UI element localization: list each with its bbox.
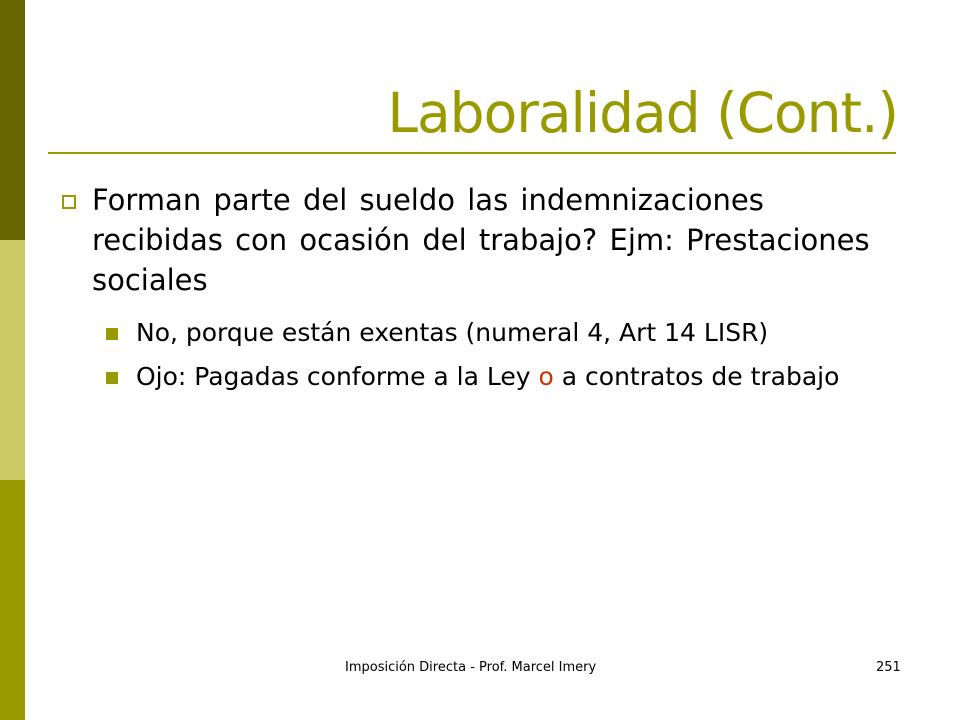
sub-bullet-highlight: o bbox=[538, 362, 554, 391]
sub-bullet-text-after: a contratos de trabajo bbox=[553, 362, 840, 391]
title-divider bbox=[48, 152, 896, 154]
bullet-level-2 bbox=[136, 317, 886, 349]
filled-square-bullet-icon bbox=[106, 328, 118, 340]
sub-bullet-text-before: Ojo: Pagadas conforme a la Ley bbox=[136, 362, 539, 391]
bullet-text: Forman parte del sueldo las indemnizaciones recibidas con ocasión del trabajo? Ejm: Prestaciones sociales bbox=[92, 183, 870, 297]
bullet-level-1 bbox=[92, 180, 892, 300]
slide-title: Laboralidad (Cont.) bbox=[387, 81, 898, 145]
bullet-level-2 bbox=[136, 361, 886, 393]
square-bullet-icon bbox=[62, 195, 76, 209]
footer-text: Imposición Directa - Prof. Marcel Imery bbox=[345, 660, 597, 675]
sub-bullet-text: No, porque están exentas (numeral 4, Art 14 LISR) bbox=[136, 318, 769, 347]
page-number: 251 bbox=[876, 660, 901, 675]
filled-square-bullet-icon bbox=[106, 372, 118, 384]
side-bar-olive bbox=[0, 480, 25, 720]
slide-content bbox=[0, 180, 960, 393]
